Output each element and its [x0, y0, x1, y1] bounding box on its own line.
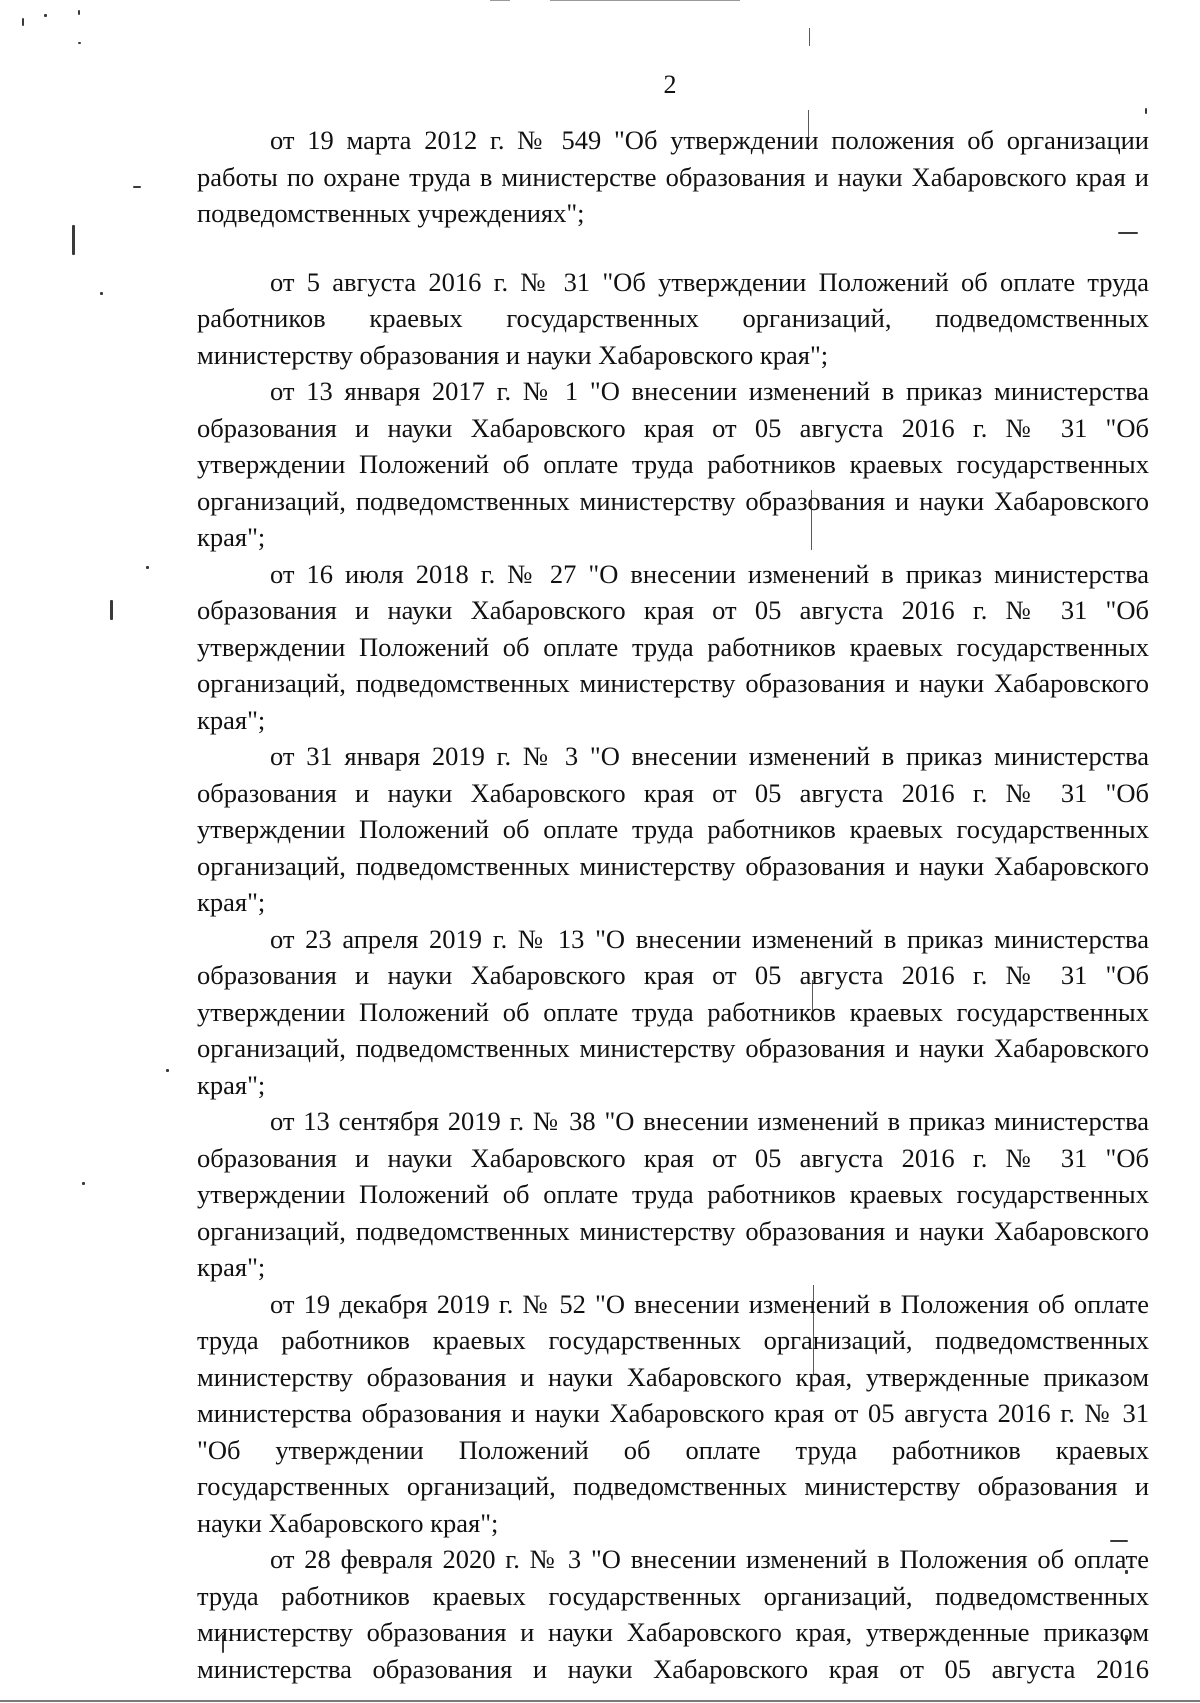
- order-paragraph: от 23 апреля 2019 г. № 13 "О внесении изменений в приказ министерства образования и науки Хабаровского края от 05 августа 2016 г. № 31 "Об утверждении Положений об оплате труда работников краевых государственных организаций, подведомственных министерству образования и науки Хабаровского края";: [197, 923, 1149, 1100]
- scan-top-edge: [550, 0, 740, 1]
- scan-speck: [100, 292, 103, 295]
- document-body: [197, 122, 1149, 1687]
- order-paragraph: от 19 марта 2012 г. № 549 "Об утверждении положения об организации работы по охране труда в министерстве образования и науки Хабаровского края и подведомственных учреждениях";: [197, 125, 1149, 228]
- scan-speck: [146, 566, 149, 569]
- scan-speck: [133, 186, 141, 188]
- page-number: 2: [663, 70, 677, 99]
- scan-bottom-edge: [0, 1700, 1200, 1702]
- scan-speck: [72, 225, 75, 255]
- scan-speck: [22, 18, 24, 26]
- scan-speck: [166, 1069, 169, 1072]
- order-paragraph: от 13 сентября 2019 г. № 38 "О внесении изменений в приказ министерства образования и науки Хабаровского края от 05 августа 2016 г. № 31 "Об утверждении Положений об оплате труда работников краевых государственных организаций, подведомственных министерству образования и науки Хабаровского края";: [197, 1106, 1149, 1282]
- scan-speck: [82, 1182, 85, 1185]
- scan-speck: [78, 10, 80, 15]
- order-paragraph-continued: от 28 февраля 2020 г. № 3 "О внесении изменений в Положения об оплате труда работников краевых государственных организаций, подведомственных министерству образования и науки Хабаровского края, утвержденные приказом министерства образования и науки Хабаровского края от 05 августа 2016: [197, 1544, 1149, 1684]
- order-paragraph: от 16 июля 2018 г. № 27 "О внесении изменений в приказ министерства образования и науки Хабаровского края от 05 августа 2016 г. № 31 "Об утверждении Положений об оплате труда работников краевых государственных организаций, подведомственных министерству образования и науки Хабаровского края";: [197, 558, 1149, 735]
- order-paragraph: от 5 августа 2016 г. № 31 "Об утверждении Положений об оплате труда работников краевых государственных организаций, подведомственных министерству образования и науки Хабаровского края";: [197, 266, 1149, 370]
- scan-speck: [110, 600, 113, 620]
- order-paragraph: от 31 января 2019 г. № 3 "О внесении изменений в приказ министерства образования и науки Хабаровского края от 05 августа 2016 г. № 31 "Об утверждении Положений об оплате труда работников краевых государственных организаций, подведомственных министерству образования и науки Хабаровского края";: [197, 741, 1149, 917]
- fold-crease: [809, 28, 810, 46]
- scan-speck: [1145, 108, 1147, 114]
- scan-speck: [78, 42, 81, 44]
- order-paragraph: от 13 января 2017 г. № 1 "О внесении изменений в приказ министерства образования и науки Хабаровского края от 05 августа 2016 г. № 31 "Об утверждении Положений об оплате труда работников краевых государственных организаций, подведомственных министерству образования и науки Хабаровского края";: [197, 376, 1149, 552]
- order-paragraph: от 19 декабря 2019 г. № 52 "О внесении изменений в Положения об оплате труда работников краевых государственных организаций, подведомственных министерству образования и науки Хабаровского края, утвержденные приказом министерства образования и науки Хабаровского края от 05 августа 2016 г. № 31 "Об утверждении Положений об оплате труда работников краевых государственных организаций, подведомственных министерству образования и науки Хабаровского края";: [197, 1288, 1149, 1538]
- scan-speck: [44, 14, 47, 17]
- scan-top-edge: [490, 0, 510, 1]
